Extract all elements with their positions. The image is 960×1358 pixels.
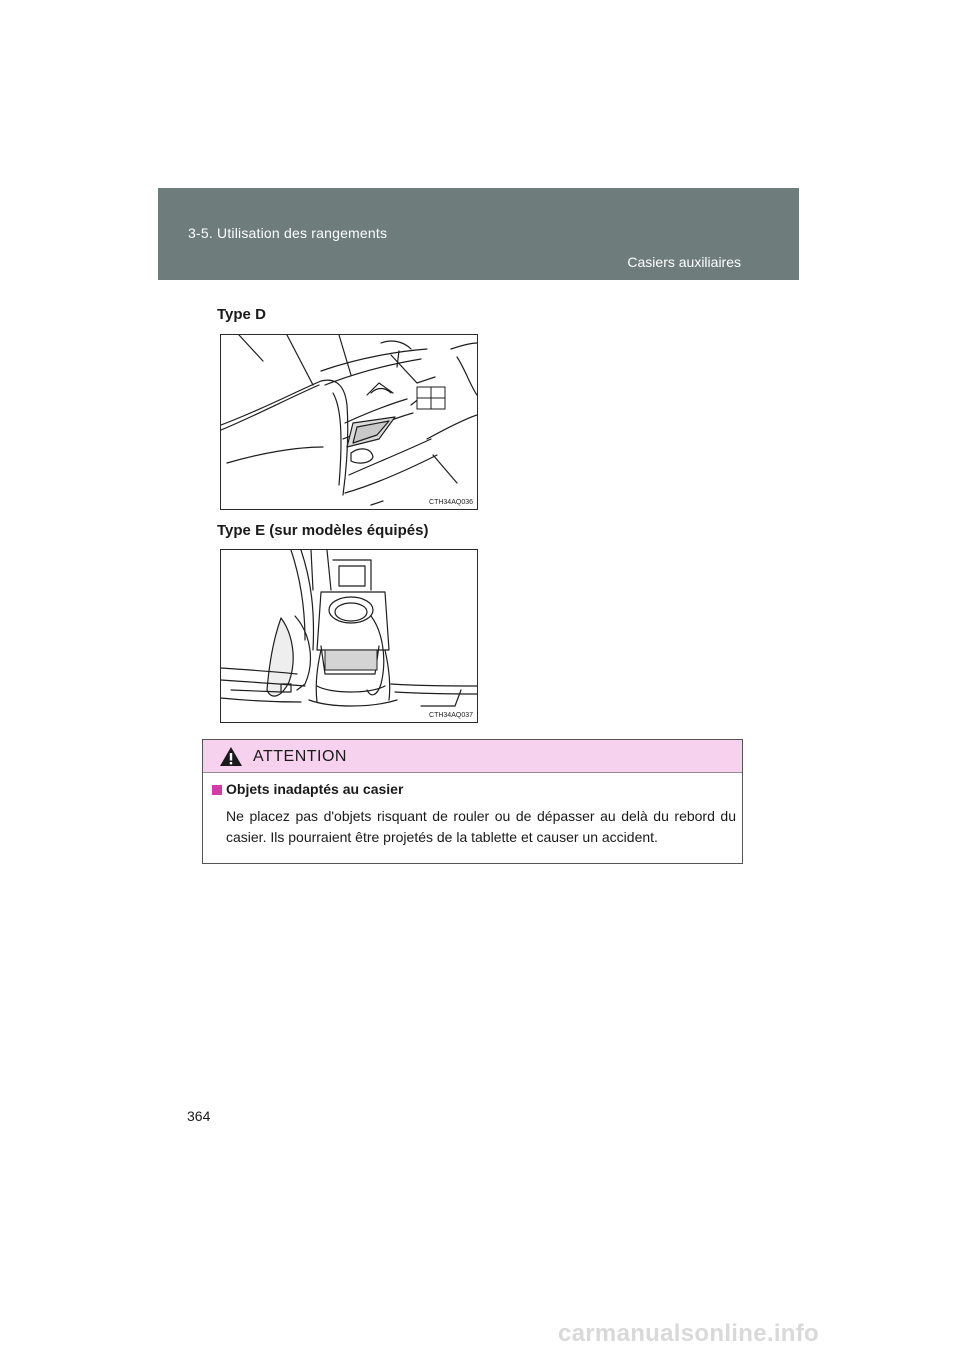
figure-label-type-e: Type E (sur modèles équipés)	[217, 522, 429, 539]
warning-icon	[219, 746, 243, 767]
square-bullet-icon	[212, 785, 222, 795]
figure-code-type-e: CTH34AQ037	[429, 712, 473, 719]
page-number: 364	[187, 1108, 211, 1124]
figure-type-e	[220, 549, 478, 723]
attention-title: ATTENTION	[253, 748, 347, 765]
section-title: 3-5. Utilisation des rangements	[188, 225, 388, 241]
illustration-type-d	[221, 335, 477, 509]
figure-label-type-d: Type D	[217, 306, 266, 323]
header-band	[158, 188, 799, 280]
illustration-type-e	[221, 550, 477, 722]
attention-heading: Objets inadaptés au casier	[226, 781, 404, 797]
attention-body: Ne placez pas d'objets risquant de rouler ou de dépasser au delà du rebord du casier. Ils pourraient être projetés de la tablette et causer un accident.	[226, 808, 736, 845]
watermark: carmanualsonline.info	[558, 1320, 820, 1347]
attention-box	[202, 739, 743, 864]
attention-header	[203, 740, 742, 773]
page-topic: Casiers auxiliaires	[627, 254, 741, 270]
figure-type-d	[220, 334, 478, 510]
figure-code-type-d: CTH34AQ036	[429, 499, 473, 506]
